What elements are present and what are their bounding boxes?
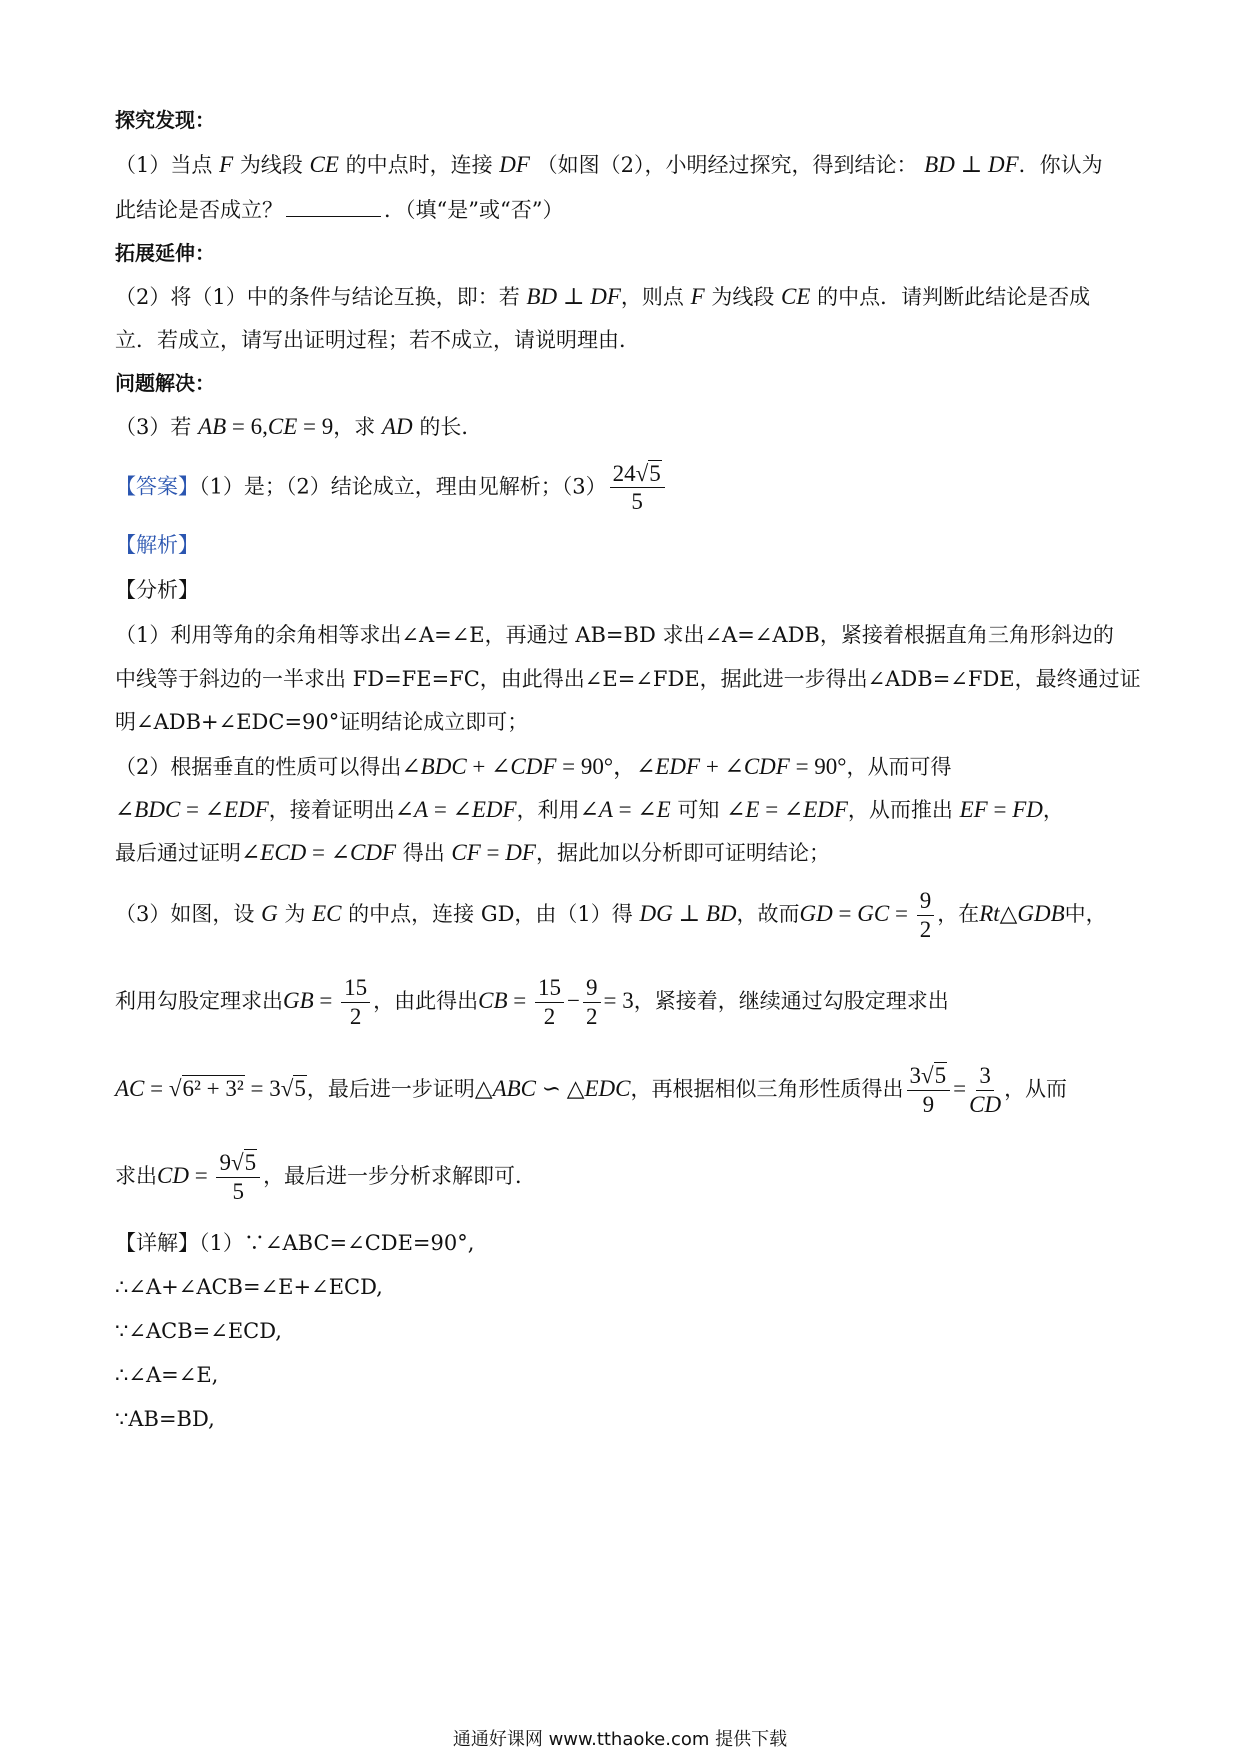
- section-heading-extend: 拓展延伸：: [115, 241, 215, 265]
- analysis-tag: 【解析】: [115, 533, 199, 557]
- section-heading-solve: 问题解决：: [115, 371, 215, 395]
- answer-tag: 【答案】: [115, 474, 199, 499]
- answer-line: 【答案】（1）是；（2）结论成立，理由见解析；（3） $\frac{24√5}{5}$: [115, 462, 668, 514]
- analysis-1-line-3: 明∠ADB+∠EDC=90°证明结论成立即可；: [115, 710, 529, 734]
- analysis-3-line-2: 利用勾股定理求出GB = $\frac{15}{2}$ ，由此得出CB = $\frac{15}{2}$ − $\frac{9}{2}$ = 3，紧接着，继续通过勾股定理求出: [115, 975, 949, 1029]
- section-heading-explore: 探究发现：: [115, 108, 215, 132]
- answer-fraction: $\frac{24√5}{5}$: [610, 462, 665, 514]
- analysis-3-line-4: 求出CD = $\frac{9√5}{5}$ ，最后进一步分析求解即可．: [115, 1150, 537, 1204]
- analysis-2-line-2: ∠BDC = ∠EDF，接着证明出∠A = ∠EDF，利用∠A = ∠E 可知 ∠E = ∠EDF，从而推出 EF = FD，: [115, 797, 1064, 822]
- question-2-line-1: （2）将（1）中的条件与结论互换，即：若 BD ⊥ DF，则点 F 为线段 CE 的中点．请判断此结论是否成: [115, 284, 1091, 309]
- question-2-line-2: 立．若成立，请写出证明过程；若不成立，请说明理由．: [115, 328, 640, 352]
- question-1-line-1: （1）当点 F 为线段 CE 的中点时，连接 DF （如图（2），小明经过探究，得到结论： BD ⊥ DF．你认为: [115, 152, 1103, 177]
- question-1-line-2: 此结论是否成立？ ．（填“是”或“否”）: [115, 198, 564, 222]
- fenxi-tag: 【分析】: [115, 578, 199, 602]
- analysis-3-line-1: （3）如图，设 G 为 EC 的中点，连接 GD，由（1）得 DG ⊥ BD，故而GD = GC = $\frac{9}{2}$ ，在Rt△GDB中，: [115, 888, 1107, 942]
- analysis-3-line-3: AC = √6² + 3² = 3√5，最后进一步证明△ABC ∽ △EDC，再根据相似三角形性质得出 $\frac{3√5}{9}$ = $\frac{3}{CD}$ ，从而: [115, 1063, 1068, 1117]
- detail-line-4: ∴∠A=∠E,: [115, 1363, 219, 1387]
- answer-blank: [286, 198, 381, 217]
- page-footer: 通通好课网 www.tthaoke.com 提供下载: [452, 1729, 788, 1750]
- analysis-1-line-1: （1）利用等角的余角相等求出∠A=∠E，再通过 AB=BD 求出∠A=∠ADB，紧接着根据直角三角形斜边的: [115, 623, 1114, 647]
- question-3: （3）若 AB = 6,CE = 9，求 AD 的长．: [115, 414, 483, 439]
- detail-line-3: ∵∠ACB=∠ECD,: [115, 1319, 282, 1343]
- detail-line-1: 【详解】（1）∵∠ABC=∠CDE=90°,: [115, 1231, 475, 1255]
- analysis-2-line-1: （2）根据垂直的性质可以得出∠BDC + ∠CDF = 90°，∠EDF + ∠CDF = 90°，从而可得: [115, 754, 952, 779]
- detail-line-5: ∵AB=BD,: [115, 1407, 215, 1431]
- detail-line-2: ∴∠A+∠ACB=∠E+∠ECD,: [115, 1275, 383, 1299]
- analysis-1-line-2: 中线等于斜边的一半求出 FD=FE=FC，由此得出∠E=∠FDE，据此进一步得出∠ADB=∠FDE，最终通过证: [115, 667, 1141, 691]
- analysis-2-line-3: 最后通过证明∠ECD = ∠CDF 得出 CF = DF，据此加以分析即可证明结论；: [115, 840, 830, 865]
